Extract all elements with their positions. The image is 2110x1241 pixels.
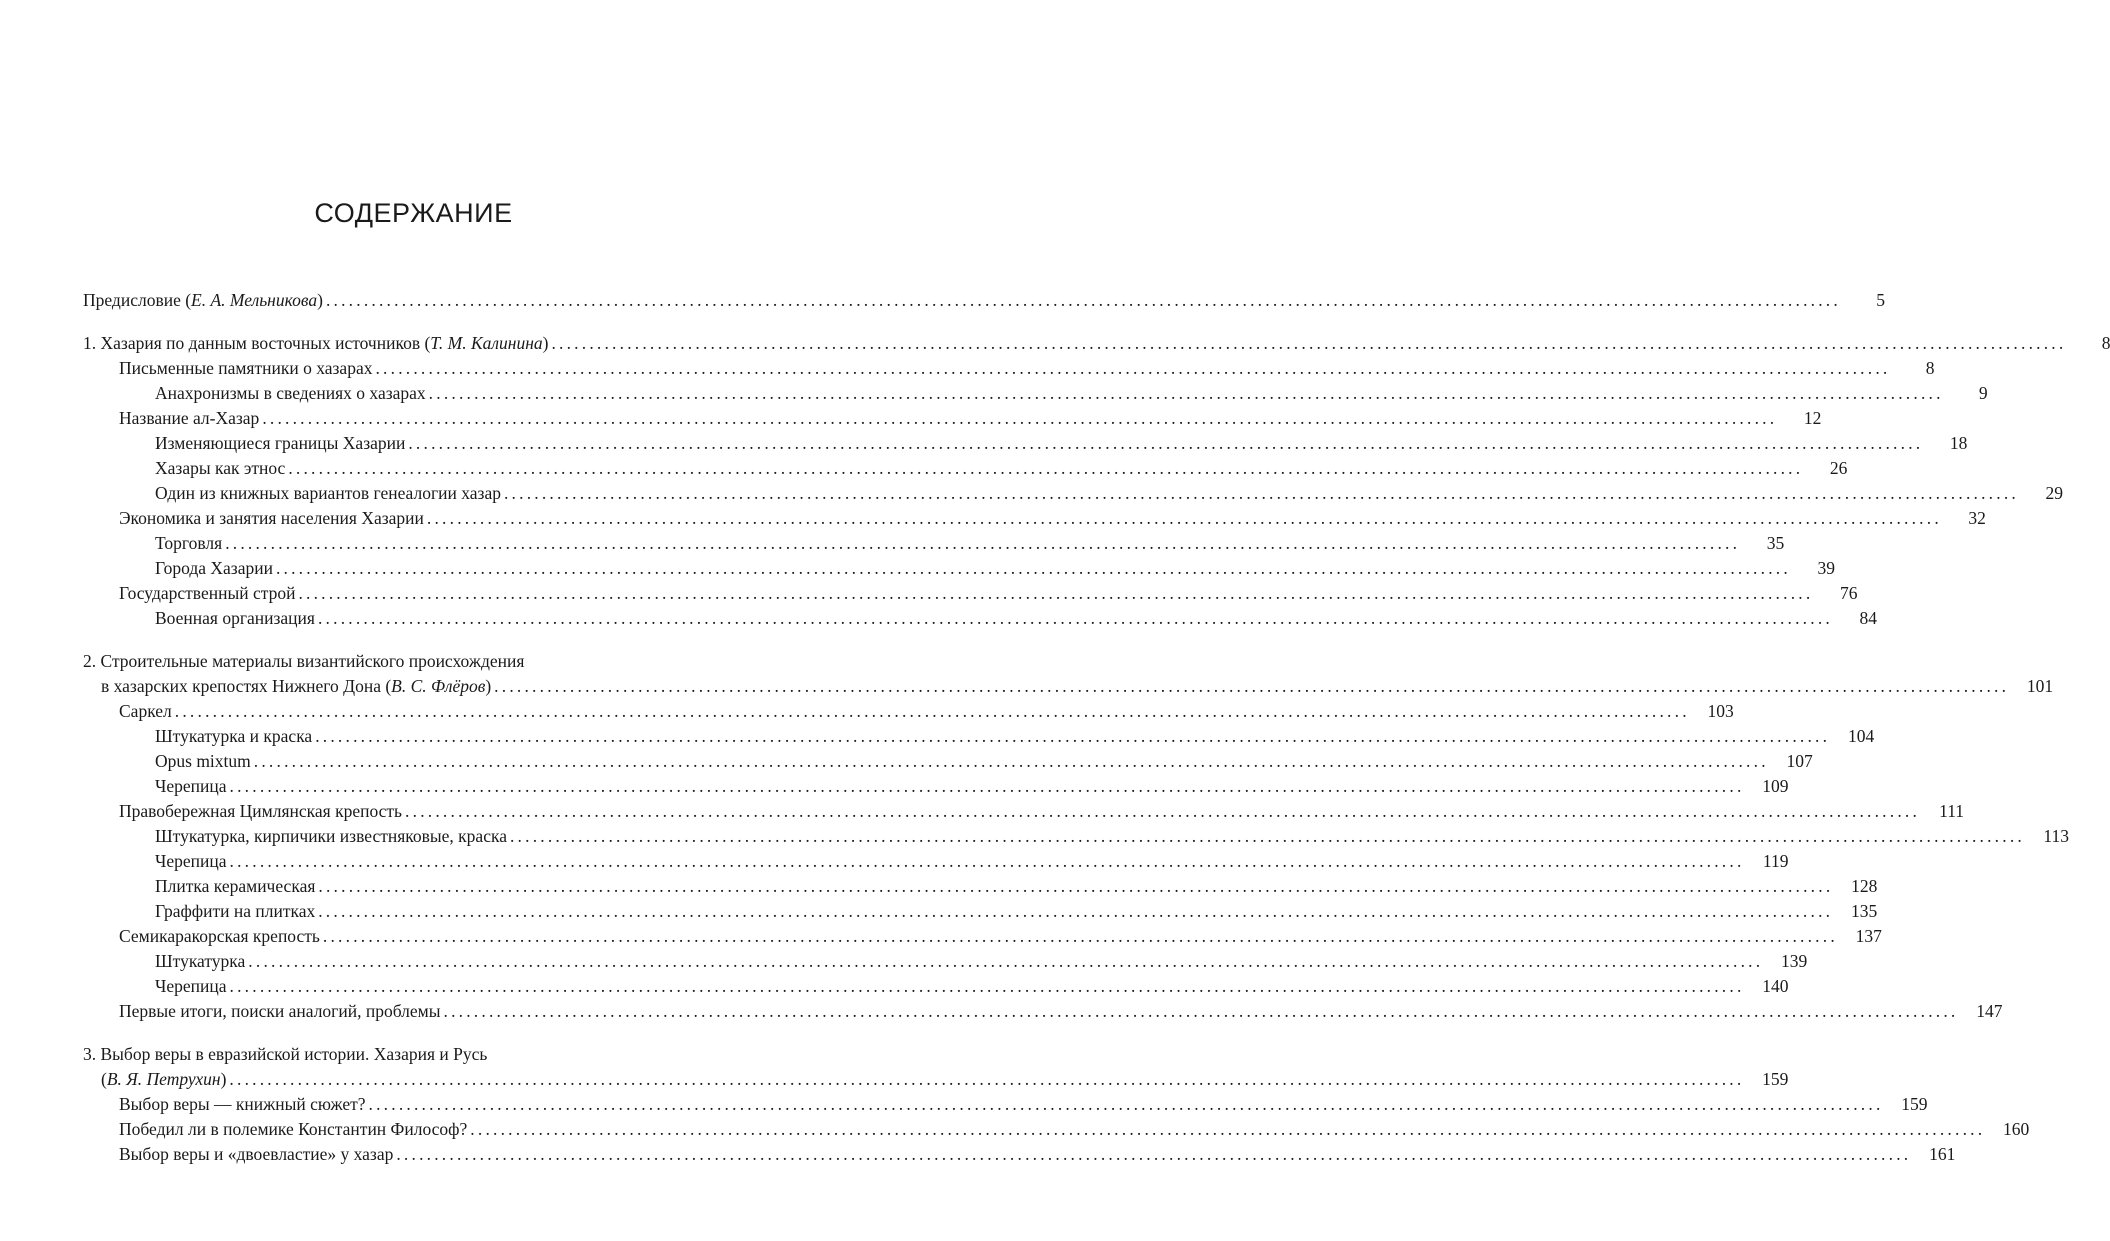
page-title: СОДЕРЖАНИЕ bbox=[314, 198, 513, 228]
dot-leader: ........................................................................................................................................................................................................ bbox=[408, 433, 1924, 453]
page-number: 8 bbox=[2101, 333, 2110, 353]
toc-entry-section[interactable] bbox=[83, 699, 1734, 724]
entry-title: Один из книжных вариантов генеалогии хазар bbox=[155, 483, 501, 503]
entry-title: Семикаракорская крепость bbox=[119, 926, 320, 946]
dot-leader: ........................................................................................................................................................................................................ bbox=[275, 558, 1791, 578]
dot-leader: ........................................................................................................................................................................................................ bbox=[551, 333, 2067, 353]
toc-entry-section[interactable] bbox=[83, 581, 1858, 606]
entry-title: Первые итоги, поиски аналогий, проблемы bbox=[119, 1001, 441, 1021]
dot-leader: ........................................................................................................................................................................................................ bbox=[396, 1144, 1912, 1164]
dot-leader: ........................................................................................................................................................................................................ bbox=[262, 408, 1778, 428]
dot-leader: ........................................................................................................................................................................................................ bbox=[509, 826, 2025, 846]
toc-entry-subsection[interactable] bbox=[83, 749, 1813, 774]
dot-leader: ........................................................................................................................................................................................................ bbox=[229, 976, 1745, 996]
toc-entry-subsection[interactable] bbox=[83, 974, 1789, 999]
page-number: 128 bbox=[1851, 876, 1878, 896]
dot-leader: ........................................................................................................................................................................................................ bbox=[503, 483, 2019, 503]
dot-leader: ........................................................................................................................................................................................................ bbox=[248, 951, 1764, 971]
dot-leader: ........................................................................................................................................................................................................ bbox=[470, 1119, 1986, 1139]
toc-entry-chapter-2-line1[interactable] bbox=[83, 649, 733, 674]
entry-title: Государственный строй bbox=[119, 583, 296, 603]
page-number: 104 bbox=[1847, 726, 1875, 746]
toc-entry-subsection[interactable] bbox=[83, 606, 1877, 631]
dot-leader: ........................................................................................................................................................................................................ bbox=[225, 533, 1741, 553]
dot-leader: ........................................................................................................................................................................................................ bbox=[428, 383, 1944, 403]
page-number: 9 bbox=[1978, 383, 1988, 403]
dot-leader: ........................................................................................................................................................................................................ bbox=[325, 290, 1841, 310]
entry-title: Плитка керамическая bbox=[155, 876, 316, 896]
entry-title: Предисловие (Е. А. Мельникова) bbox=[83, 290, 323, 310]
author: В. С. Флёров bbox=[391, 676, 486, 696]
dot-leader: ........................................................................................................................................................................................................ bbox=[253, 751, 1769, 771]
page-number: 39 bbox=[1817, 558, 1835, 578]
page-number: 26 bbox=[1829, 458, 1848, 478]
author: Е. А. Мельникова bbox=[191, 290, 318, 310]
toc-entry-section[interactable] bbox=[83, 799, 1965, 824]
toc-entry-subsection[interactable] bbox=[83, 724, 1875, 749]
toc-entry-subsection[interactable] bbox=[83, 774, 1789, 799]
dot-leader: ........................................................................................................................................................................................................ bbox=[174, 701, 1690, 721]
entry-title: Изменяющиеся границы Хазарии bbox=[155, 433, 406, 453]
entry-title: Правобережная Цимлянская крепость bbox=[119, 801, 403, 821]
toc-entry-subsection[interactable] bbox=[83, 849, 1789, 874]
page-number: 160 bbox=[2003, 1119, 2030, 1139]
toc-entry-chapter-3-line1[interactable] bbox=[83, 1042, 733, 1067]
page-number: 135 bbox=[1850, 901, 1878, 921]
toc-entry-section[interactable] bbox=[83, 356, 1935, 381]
entry-title: Штукатурка, кирпичики известняковые, краска bbox=[155, 826, 507, 846]
entry-title: Победил ли в полемике Константин Философ? bbox=[119, 1119, 468, 1139]
dot-leader: ........................................................................................................................................................................................................ bbox=[375, 358, 1891, 378]
entry-title: Военная организация bbox=[155, 608, 315, 628]
page-number: 32 bbox=[1968, 508, 1986, 528]
entry-title: Граффити на плитках bbox=[155, 901, 316, 921]
entry-title: Выбор веры и «двоевластие» у хазар bbox=[119, 1144, 394, 1164]
page-number: 109 bbox=[1762, 776, 1789, 796]
page-number: 8 bbox=[1925, 358, 1935, 378]
dot-leader: ........................................................................................................................................................................................................ bbox=[229, 1069, 1745, 1089]
entry-title: Торговля bbox=[155, 533, 223, 553]
entry-title: Черепица bbox=[155, 976, 227, 996]
entry-title: (В. Я. Петрухин) bbox=[101, 1069, 227, 1089]
page-number: 103 bbox=[1707, 701, 1734, 721]
page-number: 159 bbox=[1901, 1094, 1928, 1114]
page-number: 139 bbox=[1781, 951, 1808, 971]
dot-leader: ........................................................................................................................................................................................................ bbox=[494, 676, 2010, 696]
entry-title: 3. Выбор веры в евразийской истории. Хазария и Русь bbox=[83, 1044, 488, 1064]
page-number: 5 bbox=[1876, 290, 1885, 310]
page-number: 35 bbox=[1766, 533, 1785, 553]
page-number: 111 bbox=[1939, 801, 1965, 821]
page-number: 140 bbox=[1762, 976, 1789, 996]
toc-entry-subsection[interactable] bbox=[83, 381, 1988, 406]
dot-leader: ........................................................................................................................................................................................................ bbox=[298, 583, 1814, 603]
dot-leader: ........................................................................................................................................................................................................ bbox=[288, 458, 1804, 478]
toc-entry-subsection[interactable] bbox=[83, 556, 1835, 581]
entry-title: Черепица bbox=[155, 776, 227, 796]
entry-title: Название ал-Хазар bbox=[119, 408, 260, 428]
dot-leader: ........................................................................................................................................................................................................ bbox=[318, 876, 1834, 896]
entry-title: 2. Строительные материалы византийского происхождения bbox=[83, 651, 525, 671]
page-number: 119 bbox=[1762, 851, 1789, 871]
dot-leader: ........................................................................................................................................................................................................ bbox=[322, 926, 1838, 946]
toc-entry-section[interactable] bbox=[83, 1117, 2030, 1142]
toc-entry-subsection[interactable] bbox=[83, 531, 1785, 556]
page-number: 101 bbox=[2026, 676, 2054, 696]
entry-title: Выбор веры — книжный сюжет? bbox=[119, 1094, 366, 1114]
entry-title: Штукатурка и краска bbox=[155, 726, 313, 746]
entry-title: Хазары как этнос bbox=[155, 458, 286, 478]
page-number: 107 bbox=[1786, 751, 1813, 771]
dot-leader: ........................................................................................................................................................................................................ bbox=[443, 1001, 1959, 1021]
toc-entry-subsection[interactable] bbox=[83, 431, 1968, 456]
toc-entry-preface[interactable] bbox=[83, 288, 1885, 313]
dot-leader: ........................................................................................................................................................................................................ bbox=[405, 801, 1921, 821]
page-number: 12 bbox=[1803, 408, 1822, 428]
entry-title: Письменные памятники о хазарах bbox=[119, 358, 373, 378]
toc-entry-section[interactable] bbox=[83, 924, 1882, 949]
toc-entry-section[interactable] bbox=[83, 1142, 1956, 1167]
page-number: 113 bbox=[2043, 826, 2069, 846]
page-number: 29 bbox=[2045, 483, 2063, 503]
toc-entry-section[interactable] bbox=[83, 406, 1822, 431]
toc-entry-subsection[interactable] bbox=[83, 481, 2063, 506]
entry-title: Штукатурка bbox=[155, 951, 246, 971]
toc-entry-section[interactable] bbox=[83, 999, 2003, 1024]
entry-title: Экономика и занятия населения Хазарии bbox=[119, 508, 424, 528]
toc-entry-subsection[interactable] bbox=[83, 456, 1848, 481]
toc-entry-chapter-2[interactable] bbox=[83, 674, 2054, 699]
page-number: 84 bbox=[1859, 608, 1877, 628]
entry-title: в хазарских крепостях Нижнего Дона (В. С. Флёров) bbox=[101, 676, 492, 696]
entry-title: Саркел bbox=[119, 701, 172, 721]
dot-leader: ........................................................................................................................................................................................................ bbox=[229, 851, 1745, 871]
entry-title: Анахронизмы в сведениях о хазарах bbox=[155, 383, 426, 403]
toc-entry-subsection[interactable] bbox=[83, 824, 2069, 849]
entry-title: Черепица bbox=[155, 851, 227, 871]
dot-leader: ........................................................................................................................................................................................................ bbox=[315, 726, 1831, 746]
page-number: 137 bbox=[1855, 926, 1882, 946]
page-number: 18 bbox=[1949, 433, 1968, 453]
page-number: 76 bbox=[1839, 583, 1858, 603]
toc-entry-chapter-3[interactable] bbox=[83, 1067, 1789, 1092]
dot-leader: ........................................................................................................................................................................................................ bbox=[317, 608, 1833, 628]
page-number: 161 bbox=[1929, 1144, 1956, 1164]
page-number: 159 bbox=[1762, 1069, 1789, 1089]
toc-entry-subsection[interactable] bbox=[83, 949, 1808, 974]
toc-entry-section[interactable] bbox=[83, 1092, 1928, 1117]
dot-leader: ........................................................................................................................................................................................................ bbox=[318, 901, 1834, 921]
dot-leader: ........................................................................................................................................................................................................ bbox=[229, 776, 1745, 796]
entry-title: Города Хазарии bbox=[155, 558, 273, 578]
toc-entry-subsection[interactable] bbox=[83, 899, 1878, 924]
author: Т. М. Калинина bbox=[430, 333, 543, 353]
dot-leader: ........................................................................................................................................................................................................ bbox=[426, 508, 1942, 528]
author: В. Я. Петрухин bbox=[106, 1069, 221, 1089]
entry-title: Opus mixtum bbox=[155, 751, 251, 771]
dot-leader: ........................................................................................................................................................................................................ bbox=[368, 1094, 1884, 1114]
toc-entry-chapter-1[interactable] bbox=[83, 331, 2110, 356]
entry-title: 1. Хазария по данным восточных источников (Т. М. Калинина) bbox=[83, 333, 549, 353]
page-number: 147 bbox=[1976, 1001, 2003, 1021]
toc-entry-section[interactable] bbox=[83, 506, 1986, 531]
toc-entry-subsection[interactable] bbox=[83, 874, 1878, 899]
table-of-contents bbox=[83, 288, 2110, 1167]
